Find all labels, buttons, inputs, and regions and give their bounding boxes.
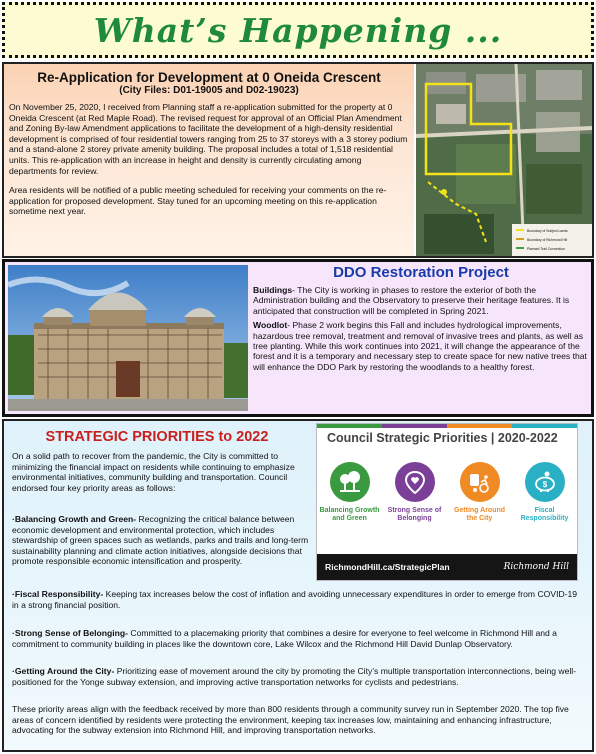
priority-balancing-growth <box>12 514 312 567</box>
pillar-label: Fiscal Responsibility <box>520 507 569 522</box>
strategic-priorities-title: STRATEGIC PRIORITIES to 2022 <box>45 429 269 445</box>
location-marker-icon <box>441 189 447 195</box>
pillar-label: Strong Sense of Belonging <box>387 507 442 522</box>
map-legend-item: Planned Trail Connection <box>527 247 565 251</box>
page-title: What’s Happening ... <box>93 10 503 50</box>
priority-lead: ·Strong Sense of Belonging- <box>12 628 129 638</box>
ddo-woodlot-paragraph <box>253 320 589 372</box>
strategic-intro-paragraph: On a solid path to recover from the pandemic, the City is committed to minimizing the financial impact on residents while continuing to emphasize environmental initiatives, community building and transportation. Council endorsed four key priority areas as follows: <box>12 451 295 493</box>
strategic-plan-link[interactable]: RichmondHill.ca/StrategicPlan <box>325 562 450 572</box>
priority-sense-of-belonging <box>12 628 586 649</box>
reapplication-text-panel <box>4 64 414 256</box>
ddo-text-panel <box>253 264 589 372</box>
council-priorities-card <box>316 423 578 581</box>
reapplication-paragraph: On November 25, 2020, I received from Planning staff a re-application submitted for the property at 0 Oneida Crescent (at Red Maple Road). The revised request for approval of an Official Plan Amendment and Zoning By-law Amendment applications to facilitate the development of a high-density residential development is comprised of four residential towers ranging from 25 to 37 storeys with a 3 storey podium and a stand-alone 2 storey private amenity building. The proposal includes a total of 1,518 residential units. This re-application with an increase in height and density is currently circulating among departments for review. <box>9 102 408 176</box>
priority-text: Recognizing the critical balance between economic development and environmental protection, which includes stewardship of green spaces such as wetlands, parks and trails and long-term sustainability planning and climate action initiatives, alongside decisions that promote responsible economic intensification and prosperity. <box>12 514 309 567</box>
reapplication-section <box>2 62 594 258</box>
card-color-stripe <box>317 424 577 428</box>
observatory-photo <box>8 265 248 411</box>
site-location-map <box>416 64 592 256</box>
pillar-getting-around <box>449 462 511 523</box>
richmond-hill-logo: Richmond Hill <box>503 562 569 572</box>
ddo-woodlot-text: - Phase 2 work begins this Fall and includes hydrological improvements, hazardous tree removal, treatment and removal of invasive trees and plants, as well as tree planting. While this work continues into 2021, it will change the appearance of the forest and it is a temporary and necessary step to create space for new native trees that will enhance the DDO Park by restoring the woodlands to a healthy forest. <box>253 320 587 372</box>
ddo-woodlot-lead: Woodlot <box>253 320 288 331</box>
priority-lead: ·Fiscal Responsibility- <box>12 589 104 599</box>
header-banner <box>2 2 594 58</box>
strategic-closing-paragraph: These priority areas align with the feedback received by more than 800 residents through a community survey run in September 2020. The top five areas of concern identified by residents were protecting the environment, keeping tax increases low, maintaining and enhancing infrastructure, advocating for the subway extension into Richmond Hill, and improving transportation networks. <box>12 704 569 736</box>
map-legend-item: Boundary of Subject Lands <box>527 229 568 233</box>
reapplication-paragraph: Area residents will be notified of a public meeting scheduled for receiving your comments on the re-application for proposed development. Stay tuned for an upcoming meeting on this re-application sometime next year. <box>9 185 387 217</box>
ddo-title: DDO Restoration Project <box>333 264 509 281</box>
priority-fiscal-responsibility <box>12 589 586 610</box>
priority-text: Prioritizing ease of movement around the city by promoting the City’s multiple transportation interconnections, being well-positioned for the Yonge subway extension, and improving active transportation networks for cyclists and pedestrians. <box>12 666 577 687</box>
pillar-balancing-growth <box>319 462 381 523</box>
ddo-buildings-paragraph <box>253 285 589 316</box>
pillar-label: Balancing Growth and Green <box>319 507 380 522</box>
strategic-priorities-section <box>2 419 594 752</box>
transit-cyclist-icon <box>460 462 500 502</box>
pillar-fiscal-responsibility <box>514 462 576 523</box>
priority-text: Keeping tax increases below the cost of inflation and avoiding unnecessary expenditures in order to emerge from COVID-19 in a strong financial position. <box>12 589 578 610</box>
reapplication-title: Re-Application for Development at 0 Oneida Crescent <box>37 70 381 85</box>
ddo-buildings-lead: Buildings <box>253 285 293 295</box>
location-pin-heart-icon <box>395 462 435 502</box>
pillar-label: Getting Around the City <box>453 507 506 522</box>
priority-getting-around <box>12 666 586 687</box>
aerial-map-image <box>416 64 592 256</box>
piggy-bank-icon <box>525 462 565 502</box>
priority-text: Committed to a placemaking priority that combines a desire for everyone to feel welcome in Richmond Hill and a commitment to community building in places like the downtown core, Lake Wilcox and the Richmond Hill David Dunlap Observatory. <box>12 628 557 649</box>
council-card-footer <box>317 554 577 580</box>
priority-lead: ·Balancing Growth and Green- <box>12 514 137 524</box>
pillar-list <box>317 462 577 523</box>
council-card-title: Council Strategic Priorities | 2020-2022 <box>327 431 558 445</box>
pillar-sense-of-belonging <box>384 462 446 523</box>
svg-text:$: $ <box>542 480 547 489</box>
observatory-building-image <box>8 265 248 411</box>
ddo-restoration-section <box>2 259 594 417</box>
map-legend-item: Boundary of Richmond Hill <box>527 238 568 242</box>
priority-lead: ·Getting Around the City- <box>12 666 115 676</box>
ddo-buildings-text: - The City is working in phases to restore the exterior of both the Administration building and the Observatory to preserve their heritage features. It is anticipated that construction will be completed in Spring 2021. <box>253 285 570 316</box>
trees-icon <box>330 462 370 502</box>
reapplication-file-numbers: (City Files: D01-19005 and D02-19023) <box>119 85 299 96</box>
